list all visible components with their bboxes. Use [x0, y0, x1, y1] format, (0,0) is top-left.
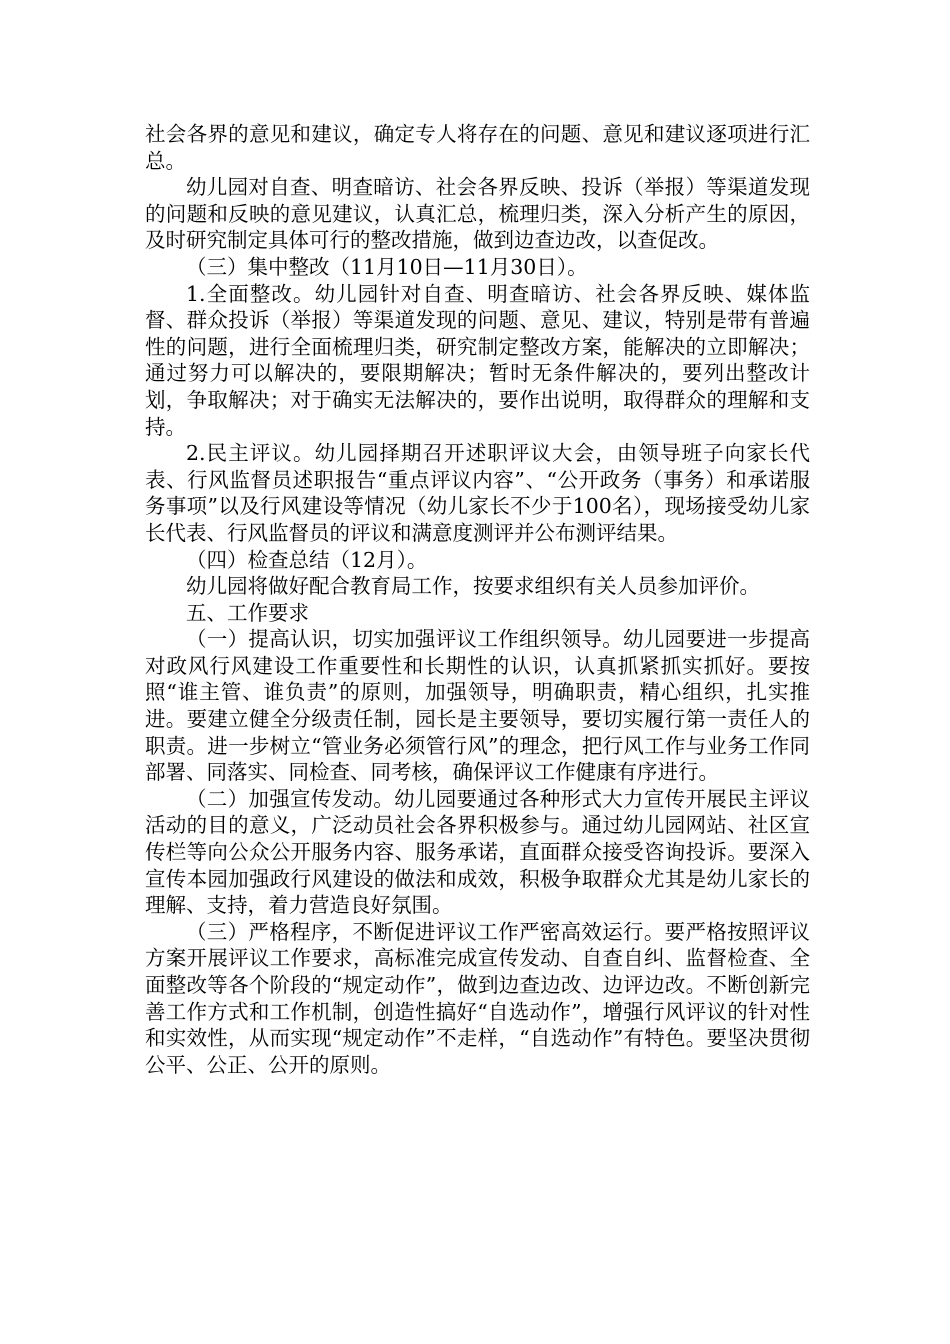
paragraph-requirement-3: （三）严格程序，不断促进评议工作严密高效运行。要严格按照评议方案开展评议工作要求，高标准完成宣传发动、自查自纠、监督检查、全面整改等各个阶段的“规定动作”，做到边查边改、边评边改。不断创新完善工作方式和工作机制，创造性搞好“自选动作”，增强行风评议的针对性和实效性，从而实现“规定动作”不走样，“自选动作”有特色。要坚决贯彻公平、公正、公开的原则。: [145, 919, 810, 1077]
paragraph-requirement-1: （一）提高认识，切实加强评议工作组织领导。幼儿园要进一步提高对政风行风建设工作重要性和长期性的认识，认真抓紧抓实抓好。要按照“谁主管、谁负责”的原则，加强领导，明确职责，精心组织，扎实推进。要建立健全分级责任制，园长是主要领导，要切实履行第一责任人的职责。进一步树立“管业务必须管行风”的理念，把行风工作与业务工作同部署、同落实、同检查、同考核，确保评议工作健康有序进行。: [145, 627, 810, 785]
paragraph-summary: 幼儿园对自查、明查暗访、社会各界反映、投诉（举报）等渠道发现的问题和反映的意见建议，认真汇总，梳理归类，深入分析产生的原因，及时研究制定具体可行的整改措施，做到边查边改，以查促改。: [145, 175, 810, 253]
section-heading-inspection-summary: （四）检查总结（12月）。: [186, 547, 428, 572]
paragraph-democratic-review: 2.民主评议。幼儿园择期召开述职评议大会，由领导班子向家长代表、行风监督员述职报告“重点评议内容”、“公开政务（事务）和承诺服务事项”以及行风建设等情况（幼儿家长不少于100名），现场接受幼儿家长代表、行风监督员的评议和满意度测评并公布测评结果。: [145, 441, 810, 545]
paragraph-full-rectification: 1.全面整改。幼儿园针对自查、明查暗访、社会各界反映、媒体监督、群众投诉（举报）等渠道发现的问题、意见、建议，特别是带有普遍性的问题，进行全面梳理归类，研究制定整改方案，能解决的立即解决；通过努力可以解决的，要限期解决；暂时无条件解决的，要列出整改计划，争取解决；对于确实无法解决的，要作出说明，取得群众的理解和支持。: [145, 281, 810, 439]
section-heading-work-requirements: 五、工作要求: [186, 600, 309, 625]
paragraph-continuation: 社会各界的意见和建议，确定专人将存在的问题、意见和建议逐项进行汇总。: [145, 122, 810, 173]
section-heading-centralized-rectification: （三）集中整改（11月10日—11月30日）。: [186, 254, 588, 279]
document-body: [145, 121, 810, 1078]
paragraph-requirement-2: （二）加强宣传发动。幼儿园要通过各种形式大力宣传开展民主评议活动的目的意义，广泛动员社会各界积极参与。通过幼儿园网站、社区宣传栏等向公众公开服务内容、服务承诺，直面群众接受咨询投诉。要深入宣传本园加强政行风建设的做法和成效，积极争取群众尤其是幼儿家长的理解、支持，着力营造良好氛围。: [145, 786, 810, 918]
paragraph-cooperation: 幼儿园将做好配合教育局工作，按要求组织有关人员参加评价。: [186, 574, 760, 599]
